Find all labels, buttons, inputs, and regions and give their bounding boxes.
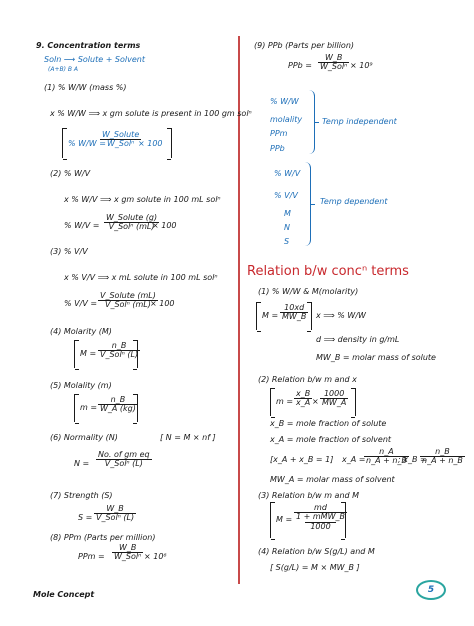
- indep-label: Temp independent: [322, 117, 397, 126]
- r3-lhs: M =: [276, 515, 293, 524]
- mass-pct-num: W_Solute: [102, 130, 140, 139]
- r2-xb-eq: ; x_B =: [398, 455, 427, 464]
- r4-formula: [ S(g/L) = M × MW_B ]: [270, 563, 360, 572]
- r2-mid: ×: [312, 397, 319, 406]
- ppm-fraction: [112, 544, 143, 562]
- ppb-fraction: [318, 54, 349, 72]
- molality-den: W_A (kg): [100, 404, 136, 414]
- r3-den-bot: 1000: [310, 521, 331, 531]
- ppm-rhs: × 10⁶: [144, 552, 167, 561]
- dep-brace: [304, 162, 311, 246]
- ppb-rhs: × 10⁹: [350, 61, 373, 70]
- vv-fraction: [98, 292, 158, 310]
- r1-den: MW_B: [282, 312, 307, 322]
- molality-head: (5) Molality (m): [50, 381, 112, 390]
- r3-head: (3) Relation b/w m and M: [258, 491, 360, 500]
- wv-fraction: [104, 214, 159, 232]
- indep-item-3: PPm: [270, 129, 288, 138]
- ppb-num: W_B: [324, 53, 343, 62]
- dep-label: Temp dependent: [320, 197, 388, 206]
- r1-num: 10xd: [284, 303, 305, 312]
- molarity-num: n_B: [111, 341, 127, 350]
- relation-heading: Relation b/w concⁿ terms: [247, 264, 409, 279]
- indep-item-2: molality: [270, 115, 303, 124]
- concentration-title: 9. Concentration terms: [36, 41, 141, 50]
- normality-den: V_Solⁿ (L): [104, 459, 143, 469]
- r2-sum: [x_A + x_B = 1]: [270, 455, 334, 464]
- r2-xa: x_A = mole fraction of solvent: [270, 435, 392, 444]
- soln-line: Soln ⟶ Solute + Solvent: [44, 55, 145, 64]
- r2-xb-den: n_A + n_B: [422, 456, 463, 466]
- dep-item-1: % W/V: [274, 169, 301, 178]
- r2-num: x_B: [296, 389, 311, 398]
- r1-d: d ⟹ density in g/mL: [316, 335, 400, 344]
- r1-rhs: x ⟹ % W/W: [316, 311, 366, 320]
- mass-pct-fraction: [100, 131, 141, 149]
- chapter-footer: Mole Concept: [33, 590, 95, 599]
- molarity-head: (4) Molarity (M): [50, 327, 112, 336]
- dep-item-5: S: [284, 237, 290, 246]
- column-divider: [238, 36, 240, 584]
- mass-pct-line: x % W/W ⟹ x gm solute is present in 100 gm solⁿ: [50, 109, 252, 118]
- normality-rel: [ N = M × nf ]: [160, 433, 216, 442]
- mass-pct-den: W_Solⁿ: [106, 139, 135, 149]
- indep-item-4: PPb: [270, 144, 285, 153]
- molarity-lhs: M =: [80, 349, 97, 358]
- vv-den: V_Solⁿ (mL): [104, 300, 151, 310]
- molarity-fraction: [98, 342, 140, 360]
- soln-sub: (A+B) B A: [48, 66, 78, 73]
- ppb-head: (9) PPb (Parts per billion): [254, 41, 355, 50]
- molality-lhs: m =: [80, 403, 98, 412]
- strength-fraction: [94, 505, 136, 523]
- indep-brace: [308, 90, 315, 154]
- ppm-lhs: PPm =: [78, 552, 105, 561]
- r2-xa-eq: x_A =: [342, 455, 366, 464]
- ppm-head: (8) PPm (Parts per million): [50, 533, 156, 542]
- dep-item-4: N: [284, 223, 290, 232]
- r2-fraction-1: [294, 390, 312, 408]
- r2-xb-fraction: [420, 448, 465, 466]
- wv-rhs: × 100: [152, 221, 177, 230]
- page-number-badge: 5: [416, 580, 446, 600]
- r2-den2: MW_A: [322, 398, 347, 408]
- ppm-den: W_Solⁿ: [114, 552, 142, 562]
- r3-num: md: [314, 503, 327, 512]
- wv-head: (2) % W/V: [50, 169, 91, 178]
- r2-num2: 1000: [323, 389, 345, 398]
- wv-num: W_Solute (g): [106, 213, 158, 222]
- r2-xa-num: n_A: [379, 447, 394, 456]
- r2-head: (2) Relation b/w m and x: [258, 375, 357, 384]
- r1-fraction: [280, 304, 308, 322]
- dep-item-3: M: [284, 209, 291, 218]
- r2-xb-num: n_B: [435, 447, 450, 456]
- mass-pct-lhs: % W/W =: [68, 139, 106, 148]
- normality-fraction: [96, 451, 152, 469]
- mass-pct-rhs: × 100: [138, 139, 163, 148]
- r1-mw: MW_B = molar mass of solute: [316, 353, 436, 362]
- vv-head: (3) % V/V: [50, 247, 88, 256]
- wv-den: V_Solⁿ (mL): [108, 222, 155, 232]
- r1-lhs: M =: [262, 311, 279, 320]
- r2-fraction-2: [320, 390, 348, 408]
- r4-head: (4) Relation b/w S(g/L) and M: [258, 547, 375, 556]
- molality-num: n_B: [110, 395, 126, 404]
- r1-head: (1) % W/W & M(molarity): [258, 287, 359, 296]
- r2-xb: x_B = mole fraction of solute: [270, 419, 387, 428]
- vv-rhs: × 100: [150, 299, 175, 308]
- mass-pct-head: (1) % W/W (mass %): [44, 83, 127, 92]
- r2-mwa: MW_A = molar mass of solvent: [270, 475, 395, 484]
- strength-lhs: S =: [78, 513, 93, 522]
- molality-fraction: [98, 396, 138, 414]
- r2-lhs: m =: [276, 397, 294, 406]
- r2-den: x_A: [296, 398, 311, 408]
- wv-line: x % W/V ⟹ x gm solute in 100 mL solⁿ: [64, 195, 221, 204]
- r3-fraction: [294, 504, 347, 531]
- normality-num: No. of gm eq: [98, 450, 150, 459]
- normality-lhs: N =: [74, 459, 90, 468]
- vv-line: x % V/V ⟹ x mL solute in 100 mL solⁿ: [64, 273, 218, 282]
- dep-item-2: % V/V: [274, 191, 298, 200]
- molarity-den: V_Solⁿ (L): [100, 350, 139, 360]
- vv-num: V_Solute (mL): [100, 291, 156, 300]
- strength-den: V_Solⁿ (L): [96, 513, 135, 523]
- wv-lhs: % W/V =: [64, 221, 100, 230]
- strength-num: W_B: [106, 504, 124, 513]
- normality-head: (6) Normality (N): [50, 433, 118, 442]
- ppb-lhs: PPb =: [288, 61, 312, 70]
- r3-den-top: 1 + mMW_B: [296, 512, 345, 522]
- indep-item-1: % W/W: [270, 97, 299, 106]
- ppb-den: W_Solⁿ: [320, 62, 348, 72]
- ppm-num: W_B: [118, 543, 137, 552]
- strength-head: (7) Strength (S): [50, 491, 113, 500]
- r2-xa-den: n_A + n_B: [366, 456, 407, 466]
- vv-lhs: % V/V =: [64, 299, 98, 308]
